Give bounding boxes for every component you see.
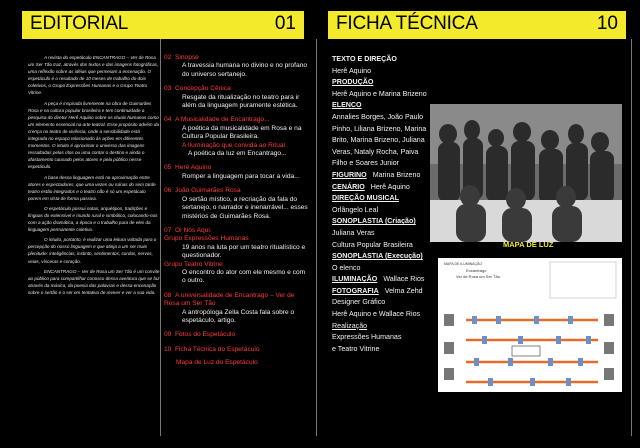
toc-title: A Musicalidade de Encantrago... bbox=[175, 116, 270, 124]
toc-title: Sinopse bbox=[175, 54, 199, 61]
ficha-title: FICHA TÉCNICA bbox=[336, 13, 478, 34]
credit-label: Herê Aquino e Marina Brizeno bbox=[332, 89, 427, 98]
credit-label: O elenco bbox=[332, 263, 361, 272]
toc-description: O sertão místico, a recriação da fala do sertanejo, o narrador e inenarrável... esses mistérios de Guimarães Rosa. bbox=[182, 195, 308, 220]
credit-label: Orlângelo Leal bbox=[332, 205, 379, 214]
toc-number: 09 bbox=[164, 331, 172, 339]
credit-value: Marina Brizeno bbox=[372, 170, 421, 179]
plan-line: Ver de Rosa um Ser Tão bbox=[456, 274, 500, 279]
toc-number: 03 bbox=[164, 85, 172, 93]
editorial-title: EDITORIAL bbox=[30, 13, 129, 34]
credit-label: ILUMINAÇÃO bbox=[332, 275, 378, 284]
credit-value: Herê Aquino bbox=[370, 182, 410, 191]
toc-title: Herê Aquino bbox=[175, 164, 212, 172]
credit-value: Velma Zehd bbox=[384, 286, 423, 295]
page-edge-line bbox=[631, 39, 632, 436]
credit-label: Annalies Borges, João Paulo bbox=[332, 112, 424, 121]
toc-subtitle: Grupo Expressões Humanas bbox=[164, 235, 249, 243]
toc-item[interactable] bbox=[164, 54, 310, 79]
credit-label: Expressões Humanas bbox=[332, 333, 402, 342]
toc-number: 06 bbox=[164, 187, 172, 195]
toc-description: Resgate da ritualização no teatro para ir além da linguagem puramente estética. bbox=[182, 93, 300, 110]
credit-label: SONOPLASTIA (Criação) bbox=[332, 217, 416, 226]
editorial-paragraph: O espetáculo possui notas, arquétipos, tradições e línguas do extensível e mundo rural e simbólico, colocando-nos com a ação dramática, a época e o trabalho pura de eles da linguagem permanente coletiva. bbox=[28, 205, 158, 233]
toc-title: A universalidade de Encantrago – Ver de Rosa um Ser Tão bbox=[164, 291, 295, 308]
credit-label: Pinho, Liliana Brizeno, Marina bbox=[332, 124, 427, 133]
toc-number: 07 bbox=[164, 226, 172, 234]
credit-label: Herê Aquino bbox=[332, 66, 372, 75]
credit-label: PRODUÇÃO bbox=[332, 78, 374, 87]
toc-item[interactable] bbox=[164, 346, 310, 368]
column-divider bbox=[160, 39, 161, 436]
toc-title: Oi Nós Aqui. bbox=[175, 226, 212, 234]
credit-label: Herê Aquino e Wallace Rios bbox=[332, 310, 421, 319]
credit-label: ELENCO bbox=[332, 101, 362, 110]
credit-label: Designer Gráfico bbox=[332, 298, 386, 307]
toc-subtitle: A Iluminação que convida ao Ritual bbox=[182, 141, 286, 149]
credit-label: e Teatro Vitrine bbox=[332, 344, 380, 353]
credit-line bbox=[332, 77, 458, 89]
credit-label: FIGURINO bbox=[332, 170, 367, 179]
toc-item[interactable] bbox=[164, 227, 310, 286]
editorial-paragraph: O intuito, portanto, é realizar uma leitura voltada para o percepção do nosso linguagem e que atinja a um ser mais plenitude: inteligências, instinto, sentimentos, cordas, nervos, veias, vísceras e coração. bbox=[28, 237, 157, 264]
editorial-paragraph: ENCANTRAGO – Ver de Rosa um Ser Tão é um convite ao público para compartilhar conosco dessa aventura que se faz através da música, da poesia das palavras e dessa encenação sobre o sertão e o ser em tentativa de reviver e ver a sua vida. bbox=[28, 268, 160, 295]
toc-description: A travessia humana no divino e no profano do universo sertanejo. bbox=[182, 62, 307, 78]
credit-label: DIREÇÃO MUSICAL bbox=[332, 194, 399, 203]
cast-photo-illustration bbox=[430, 104, 622, 242]
toc-number: 02 bbox=[164, 54, 172, 61]
toc-item[interactable] bbox=[164, 187, 310, 221]
toc-subtitle: Grupo Teatro Vitrine bbox=[164, 260, 223, 268]
lighting-map-title: MAPA DE LUZ bbox=[503, 240, 554, 249]
credit-line bbox=[332, 54, 458, 66]
credit-label: FOTOGRAFIA bbox=[332, 286, 379, 295]
lighting-plan bbox=[438, 258, 622, 392]
credit-label: Juliana Veras bbox=[332, 228, 375, 237]
editorial-text bbox=[28, 54, 160, 299]
editorial-header-bar bbox=[22, 11, 304, 39]
toc-item[interactable] bbox=[164, 292, 310, 326]
plan-line: Encantrago bbox=[466, 268, 487, 273]
toc-description: A poética da luz em Encantrago... bbox=[188, 150, 287, 158]
plan-heading: MAPA DE ILUMINAÇÃO bbox=[444, 262, 483, 266]
ficha-header-bar bbox=[328, 11, 626, 39]
page-divider bbox=[316, 39, 317, 436]
credit-label: Brito, Marina Brizeno, Juliana bbox=[332, 136, 425, 145]
table-of-contents bbox=[164, 54, 310, 374]
toc-item[interactable] bbox=[164, 116, 310, 158]
toc-number: 08 bbox=[164, 291, 172, 299]
lighting-plan-diagram bbox=[438, 258, 622, 392]
editorial-paragraph: A revista do espetáculo ENCANTRAGO – Ver de Rosa um Ser Tão traz, através dos textos e das imagens fotográficas, uma reflexão sobre as idéias que permeiam a encenação. O espetáculo é o resultado de 10 meses de trabalho do dois coletivos, o Grupo Expressões Humanas e o Grupo Teatro Vitrine. bbox=[28, 55, 159, 96]
toc-item[interactable] bbox=[164, 164, 310, 181]
toc-description: 19 anos na luta por um teatro ritualístico e questionador. bbox=[182, 243, 306, 260]
toc-number: 04 bbox=[164, 116, 172, 124]
toc-number: 05 bbox=[164, 164, 172, 172]
credit-label: Realização bbox=[332, 321, 368, 330]
toc-number: 10 bbox=[164, 345, 172, 353]
editorial-page-number: 01 bbox=[274, 13, 296, 34]
toc-subtitle: Mapa de Luz do Espetáculo bbox=[176, 359, 258, 367]
toc-title: Fotos do Espetáculo bbox=[175, 331, 236, 339]
toc-description: Romper a linguagem para tocar a vida... bbox=[182, 172, 300, 180]
credit-label: Cultura Popular Brasileira bbox=[332, 240, 413, 249]
credit-label: Filho e Soares Junior bbox=[332, 159, 400, 168]
credit-label: CENÁRIO bbox=[332, 182, 365, 191]
credit-label: Veras, Nataly Rocha, Paiva bbox=[332, 147, 419, 156]
toc-title: João Guimarães Rosa bbox=[175, 187, 241, 195]
toc-title: Ficha Técnica do Espetáculo bbox=[175, 345, 260, 353]
editorial-paragraph: A peça é inspirada livremente na obra de Guimarães Rosa e na cultura popular brasileira e tem continuidade a pesquisa do diretor Herê Aquino sobre os rituais humanos como um elemento essencial na arte teatral. Esse propósito advém da crença no teatro de vivência, onde a sensibilidade está integrada no espaço relacionado às ações em diferentes momentos. O intuito é aproximar o universo das imagens ressaltadas pelas ritos ou uma contar o destino e ainda o afastamento causado pelos atores e pela público nesse espetáculo. bbox=[28, 100, 159, 170]
toc-description: O encontro do ator com ele mesmo e com o outro. bbox=[182, 268, 306, 285]
credit-label: SONOPLASTIA (Execução) bbox=[332, 252, 423, 261]
credit-label: TEXTO E DIREÇÃO bbox=[332, 55, 397, 63]
toc-item[interactable] bbox=[164, 85, 310, 110]
cast-photo bbox=[430, 104, 622, 242]
credit-line bbox=[332, 66, 458, 78]
toc-title: Concepção Cênica bbox=[175, 85, 231, 93]
toc-description: A antropóloga Zella Costa fala sobre o espetáculo, artigo. bbox=[182, 308, 295, 324]
credit-line bbox=[332, 89, 458, 101]
toc-description: A poética da musicalidade em Rosa e na Cultura Popular Brasileira. bbox=[182, 124, 302, 141]
ficha-page-number: 10 bbox=[596, 13, 618, 34]
editorial-paragraph: A base dessa linguagem está na aproximação entre atores e espectadores, que uma vezes ou ruínas do sem tarde teatro estão integrados e o teatro não é só um espetáculo porem em vista de forma passiva. bbox=[28, 174, 156, 201]
toc-item[interactable] bbox=[164, 331, 310, 339]
credit-value: Wallace Rios bbox=[383, 275, 425, 284]
